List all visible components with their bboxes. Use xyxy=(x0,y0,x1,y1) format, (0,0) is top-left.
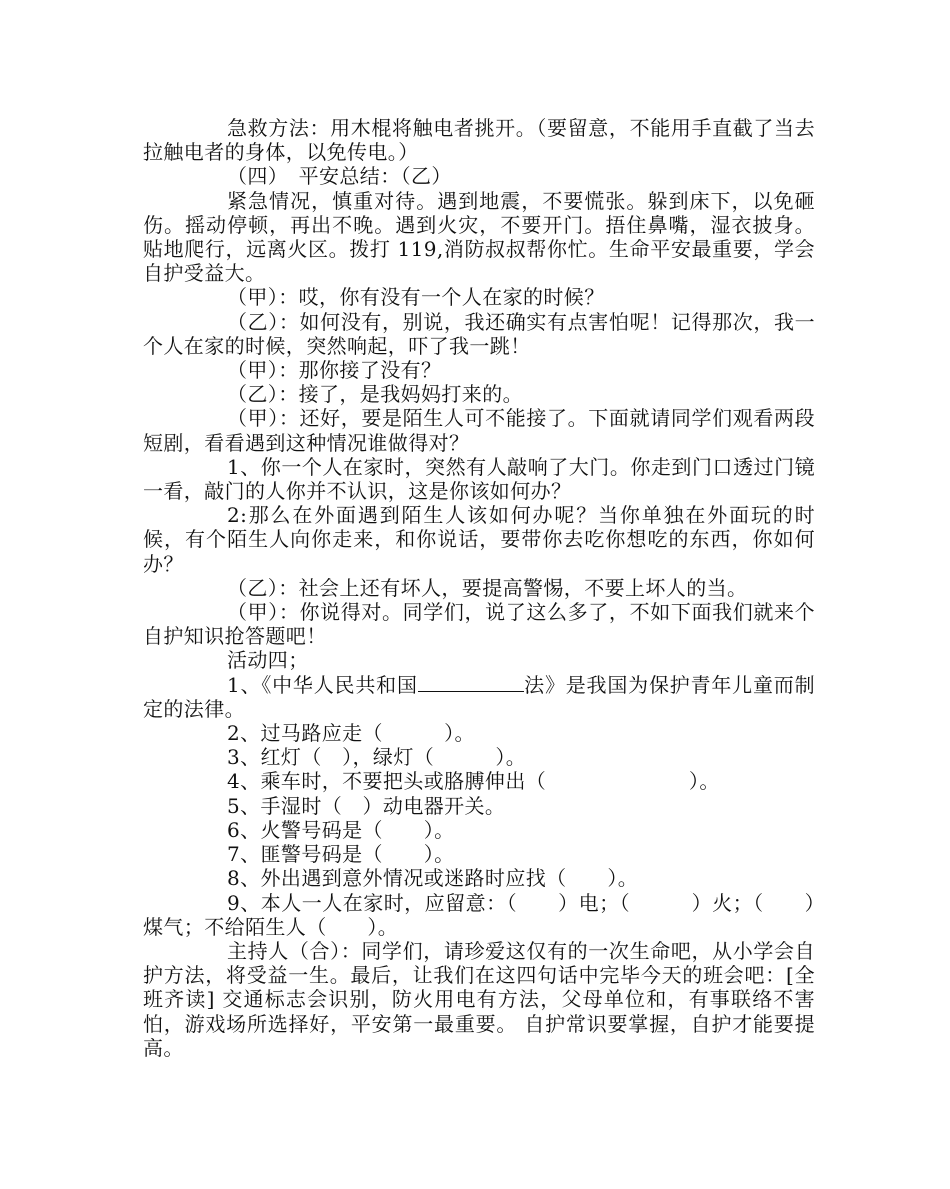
paragraph-dialogue-yi-2: （乙）：接了，是我妈妈打来的。 xyxy=(227,382,523,407)
paragraph-closing: 主持人（合）：同学们，请珍爱这仅有的一次生命吧，从小学会自护方法，将受益一生。最后，让我们在这四句话中完毕今天的班会吧：[全班齐读] 交通标志会识别，防火用电有方法，父母单位和，有事联络不害怕，游戏场所选择好，平安第一最重要。 自护常识要掌握，自护才能要提高。 xyxy=(143,938,815,1060)
quiz-question-6: 6、火警号码是（ ）。 xyxy=(227,817,455,842)
paragraph-scenario-2: 2:那么在外面遇到陌生人该如何办呢？当你单独在外面玩的时候，有个陌生人向你走来，和你说话，要带你去吃你想吃的东西，你如何办？ xyxy=(143,503,815,576)
quiz-question-5: 5、手湿时（ ）动电器开关。 xyxy=(227,793,506,818)
paragraph-dialogue-jia-1: （甲）：哎，你有没有一个人在家的时候？ xyxy=(227,285,605,310)
paragraph-activity-four: 活动四； xyxy=(227,648,309,673)
quiz-answer-blank xyxy=(418,673,524,692)
quiz-question-9: 9、本人一人在家时，应留意：（ ）电；（ ）火；（ ）煤气；不给陌生人（ ）。 xyxy=(143,890,815,939)
quiz-question-7: 7、匪警号码是（ ）。 xyxy=(227,842,455,867)
quiz-question-3: 3、红灯（ ），绿灯（ ）。 xyxy=(227,745,527,770)
paragraph-dialogue-yi-1: （乙）：如何没有，别说，我还确实有点害怕呢！记得那次，我一个人在家的时候，突然响起，吓了我一跳！ xyxy=(143,309,815,358)
document-body xyxy=(143,116,815,1060)
quiz-question-2: 2、过马路应走（ ）。 xyxy=(227,721,475,746)
paragraph-emergency-rhyme: 紧急情况，慎重对待。遇到地震，不要慌张。躲到床下，以免砸伤。摇动停顿，再出不晚。遇到火灾，不要开门。捂住鼻嘴，湿衣披身。贴地爬行，远离火区。拨打 119,消防叔叔帮你忙。生命平安最重要，学会自护受益大。 xyxy=(143,188,815,286)
quiz-question-8: 8、外出遇到意外情况或迷路时应找（ ）。 xyxy=(227,866,639,891)
quiz-question-4: 4、乘车时，不要把头或胳膊伸出（ ）。 xyxy=(227,769,720,794)
paragraph-dialogue-yi-3: （乙）：社会上还有坏人，要提高警惕，不要上坏人的当。 xyxy=(227,575,748,600)
quiz-question-1-before: 1、《中华人民共和国 xyxy=(227,672,418,697)
paragraph-dialogue-jia-3: （甲）：还好，要是陌生人可不能接了。下面就请同学们观看两段短剧，看看遇到这种情况谁做得对？ xyxy=(143,406,815,455)
quiz-question-1 xyxy=(143,673,815,721)
quiz-question-1-after: 法》是我国为保护青年儿童而制定的法律。 xyxy=(143,672,815,721)
paragraph-first-aid: 急救方法：用木棍将触电者挑开。（要留意，不能用手直截了当去拉触电者的身体，以免传电。） xyxy=(143,116,815,165)
paragraph-dialogue-jia-4: （甲）：你说得对。同学们，说了这么多了，不如下面我们就来个自护知识抢答题吧！ xyxy=(143,600,815,649)
paragraph-section-four-heading: （四） 平安总结：（乙） xyxy=(227,164,452,189)
paragraph-dialogue-jia-2: （甲）：那你接了没有？ xyxy=(227,358,442,383)
paragraph-scenario-1: 1、你一个人在家时，突然有人敲响了大门。你走到门口透过门镜一看，敲门的人你并不认识，这是你该如何办？ xyxy=(143,454,815,504)
